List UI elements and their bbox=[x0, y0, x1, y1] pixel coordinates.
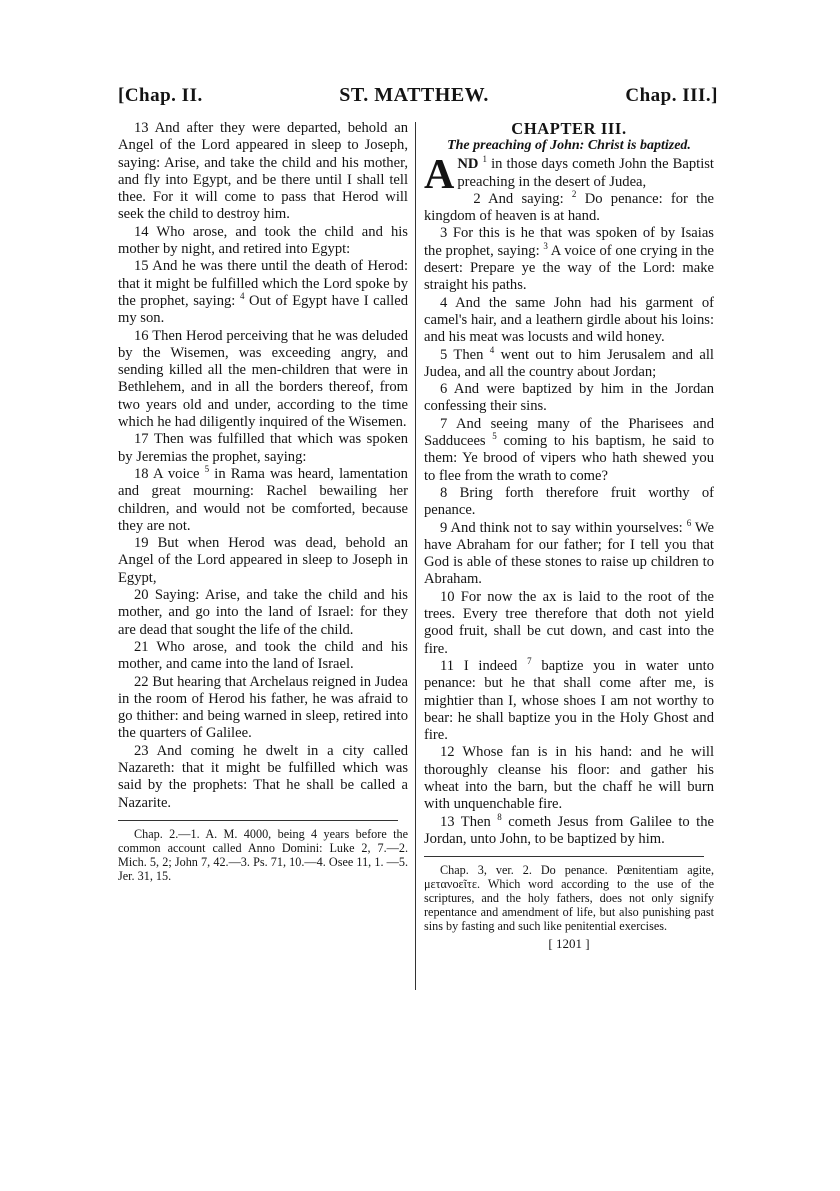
verse-18 bbox=[118, 466, 408, 535]
verse-text: baptize you in water unto penance: but he that shall come after me, is mightier than I, whose shoes I am not worthy to bear: he shall baptize you in the Holy Ghost and fire. bbox=[424, 657, 714, 744]
verse-text: Bring forth therefore fruit worthy of penance. bbox=[424, 484, 715, 519]
footnote-left: Chap. 2.—1. A. M. 4000, being 4 years before the common account called Anno Domini: Luke 2, 7.—2. Mich. 5, 2; John 7, 42.—3. Ps. 71, 10.—4. Osee 11, 1. —5. Jer. 31, 15. bbox=[118, 826, 408, 883]
verse-text: Then bbox=[453, 346, 484, 363]
verse-text: For now the ax is laid to the root of the trees. Every tree therefore that doth not yield good fruit, shall be cut down, and cast into the fire. bbox=[424, 588, 714, 657]
verse-text: Then Herod perceiving that he was deluded by the Wisemen, was exceeding angry, and sending killed all the men-children that were in Bethlehem, and in all the borders thereof, from two years old and under, according to the time which he had diligently inquired of the Wisemen. bbox=[118, 327, 408, 431]
verse-14 bbox=[118, 224, 408, 259]
verse-text: And think not to say within yourselves: bbox=[450, 519, 683, 536]
verse-number: 15 bbox=[134, 258, 149, 275]
verse-10 bbox=[424, 589, 714, 658]
verse-text: But when Herod was dead, behold an Angel of the Lord appeared in sleep to Joseph in Egypt, bbox=[118, 535, 408, 586]
footnote-marker: 3 bbox=[543, 240, 548, 251]
verse-number: 12 bbox=[440, 744, 455, 761]
verse-number: 3 bbox=[440, 225, 448, 242]
verse-text: went out to him Jerusalem and all Judea, and all the country about Jordan; bbox=[424, 346, 714, 380]
verse-text: And seeing many of the Pharisees and Sadducees bbox=[424, 415, 715, 450]
column-divider bbox=[415, 122, 416, 990]
verse-6 bbox=[424, 381, 714, 416]
left-verses bbox=[118, 120, 408, 812]
verse-13 bbox=[118, 120, 408, 224]
verse-text: And saying: bbox=[488, 190, 564, 207]
verse-number: 6 bbox=[440, 381, 448, 398]
verse-text: For this is he that was spoken of by Isaias the prophet, saying: bbox=[424, 225, 714, 259]
verse-9 bbox=[424, 517, 715, 589]
verse-2 bbox=[424, 191, 714, 226]
verse-text: in Rama was heard, lamentation and great mourning: Rachel bewailing her children, and would not be comforted, because they are not. bbox=[118, 465, 408, 534]
verse-number: 22 bbox=[134, 673, 149, 690]
footnote-divider bbox=[424, 856, 704, 857]
verse-number: 23 bbox=[134, 742, 149, 759]
footnote-marker: 7 bbox=[527, 656, 532, 667]
verse-5 bbox=[424, 344, 714, 382]
verse-number: 18 bbox=[134, 465, 149, 482]
verse-11 bbox=[424, 658, 714, 744]
verse-text: A voice of one crying in the desert: Prepare ye the way of the Lord: make straight his paths. bbox=[424, 242, 715, 294]
verse-23 bbox=[118, 743, 408, 812]
verse-number: 5 bbox=[440, 346, 448, 363]
verse-text: But hearing that Archelaus reigned in Judea in the room of Herod his father, he was afraid to go thither: and being warned in sleep, retired into the quarters of Galilee. bbox=[118, 673, 408, 742]
verse-text: A voice bbox=[152, 465, 200, 482]
verse-text: Saying: Arise, and take the child and his mother, and go into the land of Israel: for they are dead that sought the life of the child. bbox=[118, 587, 408, 638]
page-number: [ 1201 ] bbox=[548, 936, 590, 952]
verse-text: Do penance: for the kingdom of heaven is at hand. bbox=[424, 190, 714, 225]
verse-number: 17 bbox=[134, 431, 149, 448]
verse-22 bbox=[118, 674, 408, 743]
page bbox=[118, 84, 718, 1120]
verse-text: Who arose, and took the child and his mother by night, and retired into Egypt: bbox=[118, 223, 408, 258]
footnote-right: Chap. 3, ver. 2. Do penance. Pœnitentiam agite, μετανοεῖτε. Which word according to the use of the scriptures, and the holy fathers, does not only signify repentance and amendment of life, but also punishing past sins by fasting and such like penitential exercises. bbox=[424, 863, 714, 934]
verse-number: 19 bbox=[134, 535, 149, 552]
left-column bbox=[118, 120, 408, 883]
header-left: [Chap. II. bbox=[118, 85, 203, 106]
chapter-title: CHAPTER III. bbox=[511, 119, 627, 138]
verse-7 bbox=[424, 416, 714, 485]
drop-cap: A bbox=[424, 152, 455, 199]
footnote-marker: 5 bbox=[204, 464, 210, 475]
footnote-marker: 8 bbox=[497, 811, 502, 822]
right-column bbox=[424, 120, 714, 952]
verse-number: 2 bbox=[473, 190, 481, 207]
verse-number: 10 bbox=[440, 588, 455, 605]
footnote-marker: 4 bbox=[489, 344, 495, 355]
verse-number: 13 bbox=[440, 813, 455, 830]
verse-8 bbox=[424, 485, 714, 520]
verse-number: 13 bbox=[134, 120, 149, 136]
chapter-summary: The preaching of John: Christ is baptized. bbox=[447, 138, 691, 154]
text-columns bbox=[118, 120, 718, 1120]
verse-15 bbox=[118, 258, 408, 327]
verse-text: Then bbox=[460, 813, 491, 830]
verse-number: 20 bbox=[134, 587, 149, 604]
verse-number: 7 bbox=[440, 415, 448, 432]
verse-text: Out of Egypt have I called my son. bbox=[118, 292, 409, 327]
verse-text: coming to his baptism, he said to them: Ye brood of vipers who hath shewed you to flee from the wrath to come? bbox=[424, 433, 714, 484]
verse-17 bbox=[118, 431, 408, 466]
verse-3 bbox=[424, 225, 714, 294]
verse-text: And coming he dwelt in a city called Nazareth: that it might be fulfilled which was said by the prophets: That he shall be called a Nazarite. bbox=[118, 742, 408, 811]
verse-text: And he was there until the death of Herod: that it might be fulfilled which the Lord spoke by the prophet, saying: bbox=[118, 258, 408, 309]
footnote-divider bbox=[118, 820, 398, 821]
footnote-marker: 5 bbox=[492, 431, 497, 442]
verse-13 bbox=[424, 811, 714, 849]
verse-number: 11 bbox=[440, 657, 455, 674]
running-header bbox=[118, 84, 718, 114]
verse-text: Who arose, and took the child and his mother, and came into the land of Israel. bbox=[118, 638, 408, 673]
footnote-marker: 4 bbox=[239, 291, 245, 302]
header-title: ST. MATTHEW. bbox=[339, 84, 489, 106]
verse-number: 9 bbox=[440, 519, 448, 536]
verse-text: And were baptized by him in the Jordan confessing their sins. bbox=[424, 381, 715, 415]
footnote-marker: 2 bbox=[571, 189, 577, 200]
verse-text: Then was fulfilled that which was spoken by Jeremias the prophet, saying: bbox=[118, 431, 409, 465]
header-right: Chap. III.] bbox=[625, 85, 718, 106]
verse-number: 8 bbox=[440, 484, 448, 501]
footnote-marker: 1 bbox=[482, 154, 487, 165]
verse-text: cometh Jesus from Galilee to the Jordan, unto John, to be baptized by him. bbox=[424, 813, 714, 847]
verse-text: I indeed bbox=[463, 657, 518, 674]
verse-text: in those days cometh John the Baptist preaching in the desert of Judea, bbox=[457, 156, 714, 190]
verse-text: We have Abraham for our father; for I tell you that God is able of these stones to raise up children to Abraham. bbox=[424, 519, 715, 588]
verse-19 bbox=[118, 535, 408, 587]
drop-cap-rest: ND bbox=[457, 156, 479, 173]
verse-number: 21 bbox=[134, 638, 149, 655]
verse-12 bbox=[424, 744, 714, 813]
verse-21 bbox=[118, 639, 408, 674]
verse-text: Whose fan is in his hand: and he will thoroughly cleanse his floor: and gather his wheat into the barn, but the chaff he will burn with unquenchable fire. bbox=[424, 744, 715, 813]
verse-text: And the same John had his garment of camel's hair, and a leathern girdle about his loins: and his meat was locusts and wild honey. bbox=[424, 294, 714, 346]
verse-16 bbox=[118, 328, 408, 432]
verse-text: And after they were departed, behold an Angel of the Lord appeared in sleep to Joseph, saying: Arise, and take the child and his mother, and fly into Egypt, and be there until I shall tell thee. For it will come to pass that Herod will seek the child to destroy him. bbox=[118, 120, 408, 223]
verse-number: 14 bbox=[134, 223, 149, 240]
verse-4 bbox=[424, 295, 714, 347]
right-verses bbox=[424, 191, 714, 848]
verse-20 bbox=[118, 587, 408, 639]
footnote-marker: 6 bbox=[686, 517, 692, 528]
verse-number: 4 bbox=[440, 294, 448, 311]
verse-number: 16 bbox=[134, 327, 149, 344]
